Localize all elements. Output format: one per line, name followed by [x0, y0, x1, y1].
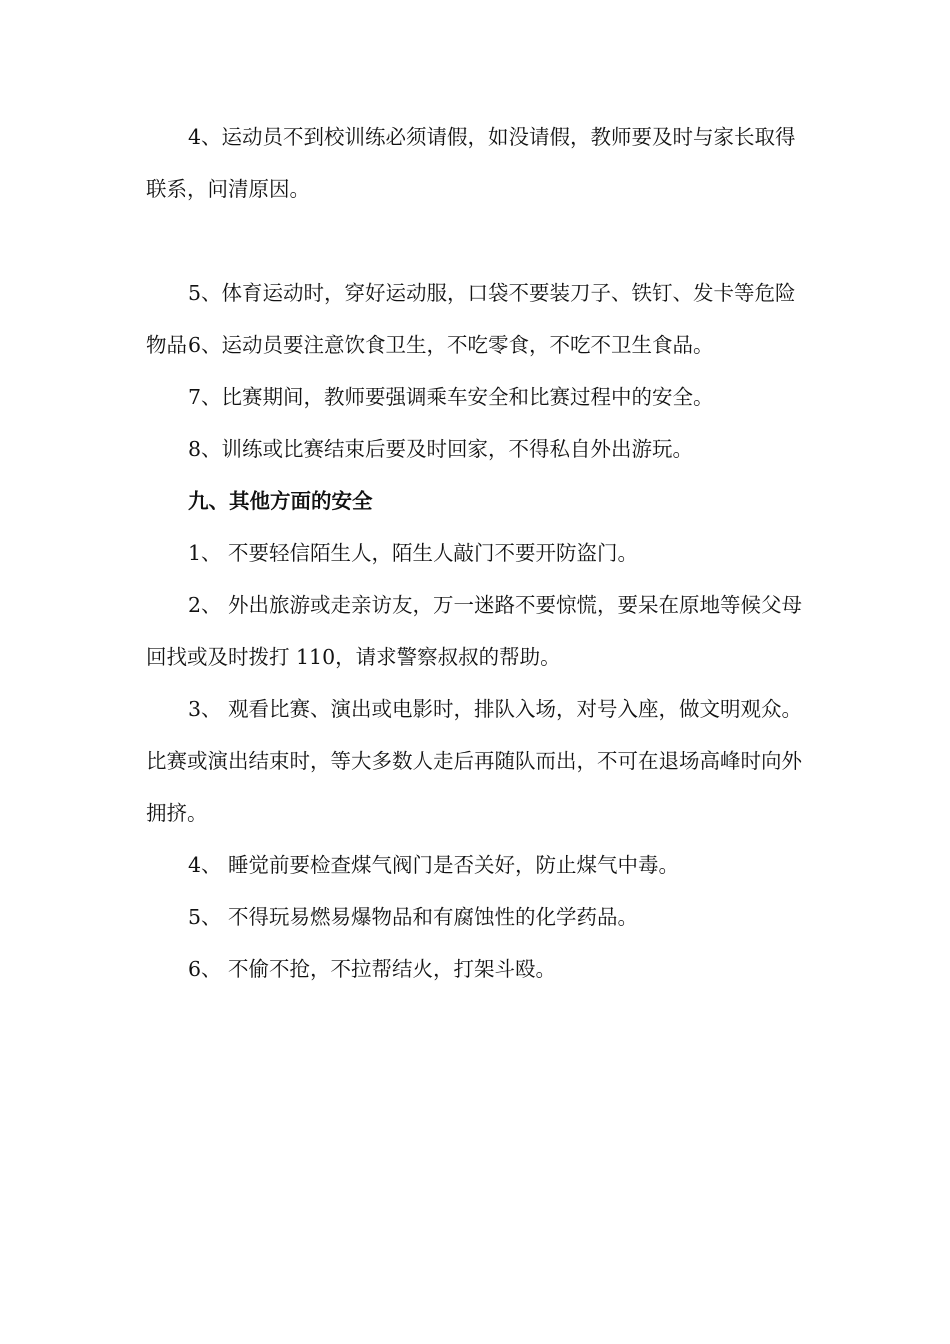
- paragraph-item-4: 4、运动员不到校训练必须请假，如没请假，教师要及时与家长取得联系，问清原因。: [146, 125, 796, 201]
- paragraph-item-8: 8、训练或比赛结束后要及时回家，不得私自外出游玩。: [188, 437, 694, 461]
- section-item-4: 4、 睡觉前要检查煤气阀门是否关好，防止煤气中毒。: [188, 853, 680, 877]
- paragraph-item-5: 5、体育运动时，穿好运动服，口袋不要装刀子、铁钉、发卡等危险物品: [146, 281, 796, 357]
- section-heading: 九、其他方面的安全: [188, 489, 373, 513]
- section-item-5: 5、 不得玩易燃易爆物品和有腐蚀性的化学药品。: [188, 905, 639, 929]
- section-item-2: 2、 外出旅游或走亲访友，万一迷路不要惊慌，要呆在原地等候父母回找或及时拨打 110，请求警察叔叔的帮助。: [146, 593, 803, 669]
- section-item-6: 6、 不偷不抢，不拉帮结火，打架斗殴。: [188, 957, 557, 981]
- paragraph-item-7: 7、比赛期间，教师要强调乘车安全和比赛过程中的安全。: [188, 385, 714, 409]
- section-item-3: 3、 观看比赛、演出或电影时，排队入场，对号入座，做文明观众。比赛或演出结束时，等大多数人走后再随队而出，不可在退场高峰时向外拥挤。: [146, 697, 803, 825]
- section-item-1: 1、 不要轻信陌生人，陌生人敲门不要开防盗门。: [188, 541, 639, 565]
- paragraph-item-6: 6、运动员要注意饮食卫生，不吃零食，不吃不卫生食品。: [188, 333, 714, 357]
